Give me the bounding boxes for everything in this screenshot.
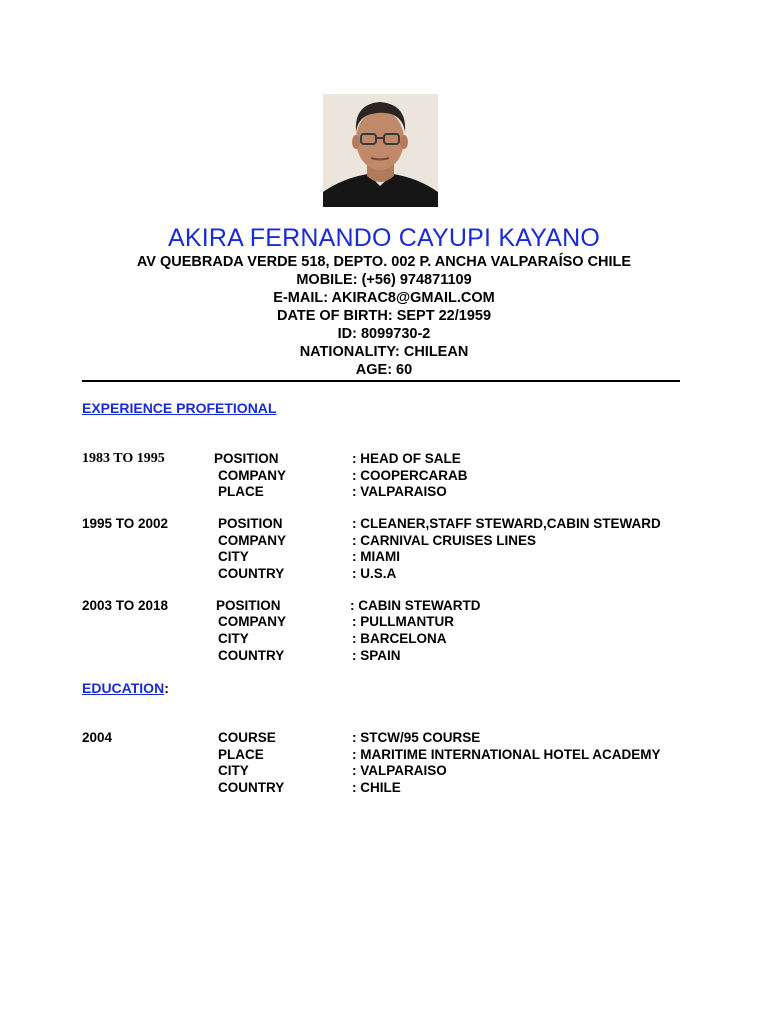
education-section-title xyxy=(82,680,169,696)
entry-label: CITY xyxy=(218,549,249,564)
address: AV QUEBRADA VERDE 518, DEPTO. 002 P. ANCHA VALPARAÍSO CHILE xyxy=(136,254,632,270)
entry-label: COUNTRY xyxy=(218,566,285,581)
education-years: 2004 xyxy=(82,730,113,745)
entry-label: COMPANY xyxy=(218,468,287,483)
entry-value: : MARITIME INTERNATIONAL HOTEL ACADEMY xyxy=(352,747,661,762)
date-of-birth: DATE OF BIRTH: SEPT 22/1959 xyxy=(276,308,492,324)
mobile: MOBILE: (+56) 974871109 xyxy=(296,272,472,288)
entry-value: : CHILE xyxy=(352,780,401,795)
entry-label: PLACE xyxy=(218,747,264,762)
entry-label: PLACE xyxy=(218,484,264,499)
entry-value: : HEAD OF SALE xyxy=(352,451,461,466)
entry-label: CITY xyxy=(218,763,249,778)
portrait-image xyxy=(323,94,438,207)
entry-label: POSITION xyxy=(218,516,283,531)
email: E-MAIL: AKIRAC8@GMAIL.COM xyxy=(273,290,495,306)
candidate-name: AKIRA FERNANDO CAYUPI KAYANO xyxy=(167,224,601,252)
entry-label: CITY xyxy=(218,631,249,646)
entry-value: : U.S.A xyxy=(352,566,397,581)
entry-label: COUNTRY xyxy=(218,648,285,663)
entry-label: COURSE xyxy=(218,730,276,745)
header-divider xyxy=(82,380,680,382)
entry-value: : VALPARAISO xyxy=(352,763,447,778)
id-number: ID: 8099730-2 xyxy=(337,326,431,342)
experience-years: 1995 TO 2002 xyxy=(82,516,169,531)
nationality: NATIONALITY: CHILEAN xyxy=(299,344,469,360)
education-title-colon: : xyxy=(164,680,169,696)
entry-label: COUNTRY xyxy=(218,780,285,795)
entry-label: COMPANY xyxy=(218,533,287,548)
entry-value: : CABIN STEWARTD xyxy=(350,598,481,613)
entry-value: : CLEANER,STAFF STEWARD,CABIN STEWARD xyxy=(352,516,661,531)
experience-years: 2003 TO 2018 xyxy=(82,598,169,613)
entry-label: POSITION xyxy=(214,451,279,466)
entry-value: : VALPARAISO xyxy=(352,484,447,499)
entry-label: COMPANY xyxy=(218,614,287,629)
entry-value: : STCW/95 COURSE xyxy=(352,730,481,745)
experience-section-title: EXPERIENCE PROFETIONAL xyxy=(82,400,277,416)
entry-value: : SPAIN xyxy=(352,648,401,663)
entry-value: : COOPERCARAB xyxy=(352,468,468,483)
education-title-text: EDUCATION xyxy=(82,680,165,696)
age: AGE: 60 xyxy=(355,362,413,378)
profile-photo xyxy=(323,94,438,207)
entry-value: : PULLMANTUR xyxy=(352,614,454,629)
entry-value: : BARCELONA xyxy=(352,631,447,646)
entry-value: : MIAMI xyxy=(352,549,400,564)
experience-years: 1983 TO 1995 xyxy=(82,451,165,466)
entry-value: : CARNIVAL CRUISES LINES xyxy=(352,533,537,548)
entry-label: POSITION xyxy=(216,598,281,613)
